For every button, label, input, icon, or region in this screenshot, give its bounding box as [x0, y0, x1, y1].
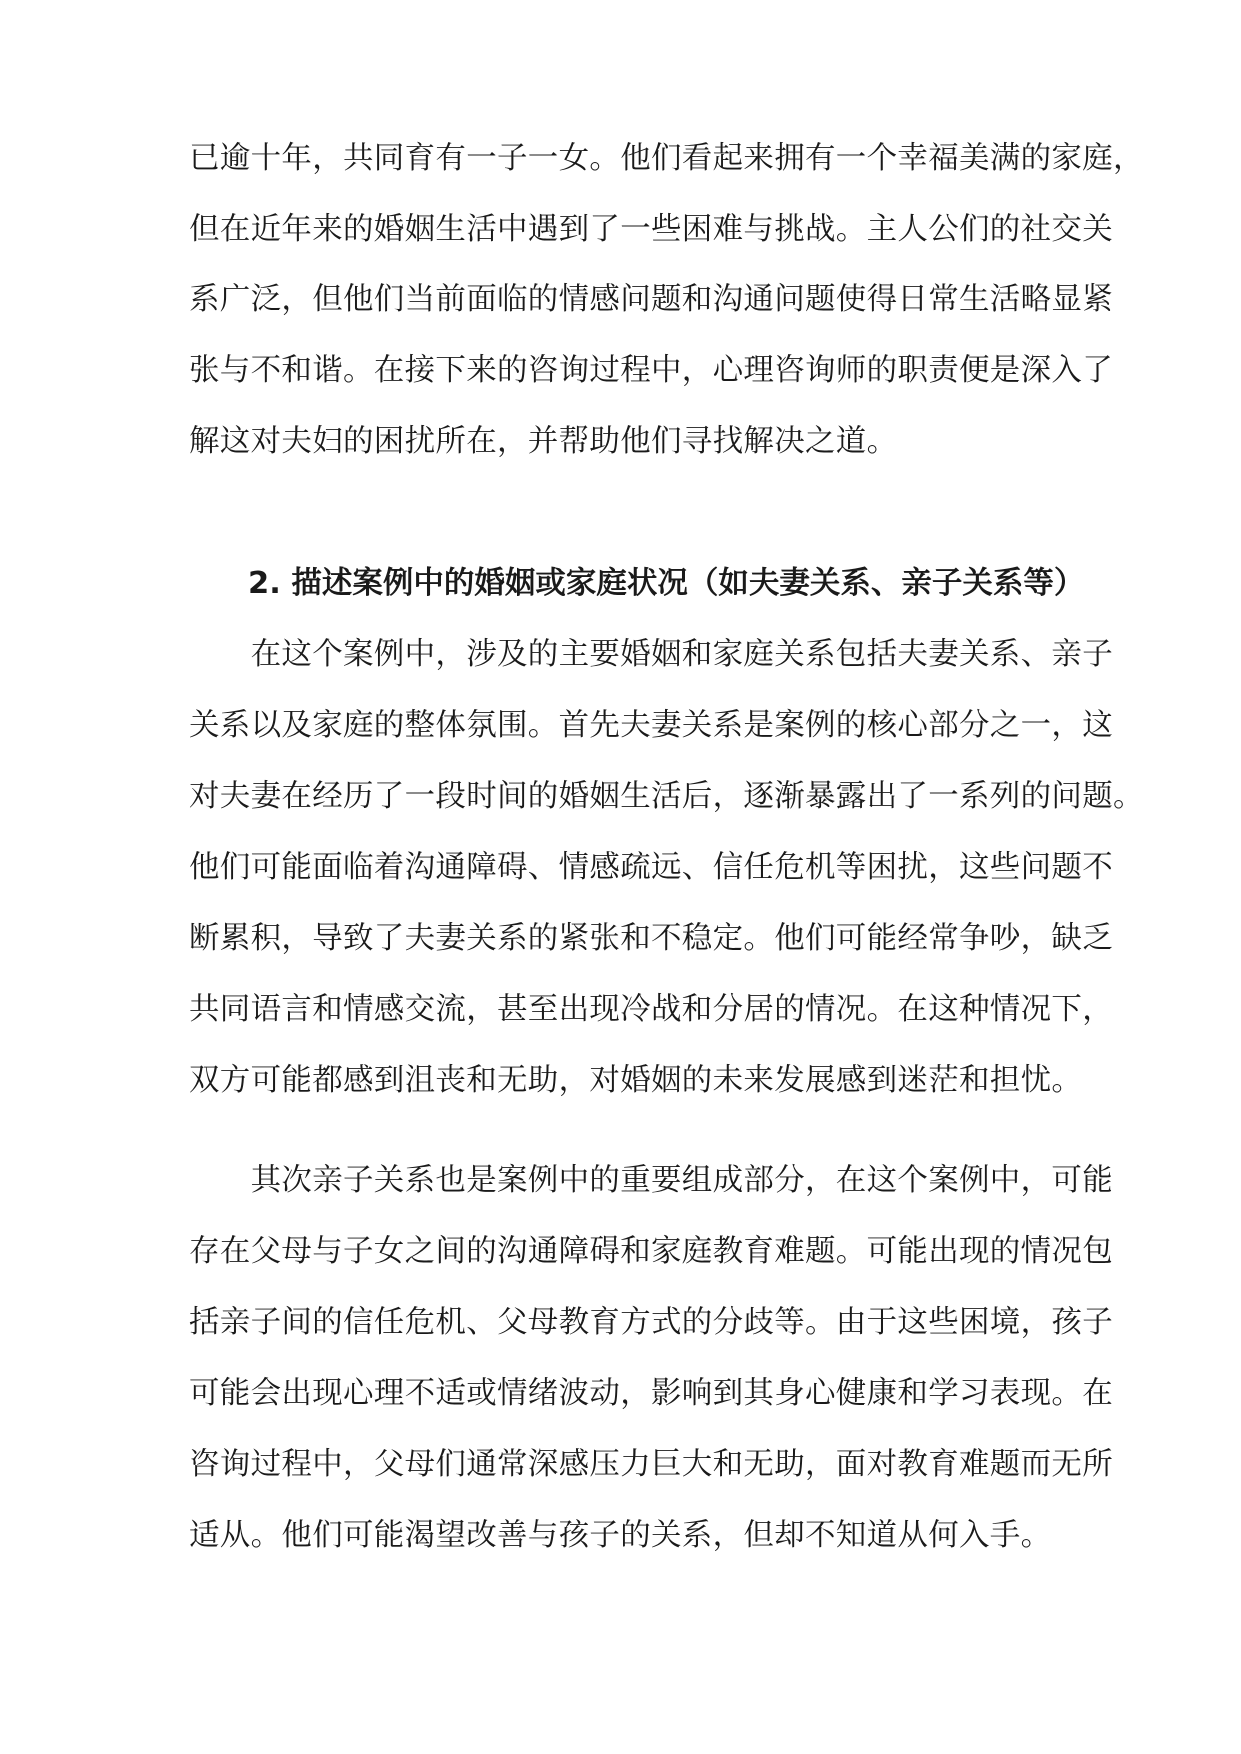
paragraph-1-line-1: 已逾十年，共同育有一子一女。他们看起来拥有一个幸福美满的家庭，	[189, 141, 1144, 176]
paragraph-2-line-7: 双方可能都感到沮丧和无助，对婚姻的未来发展感到迷茫和担忧。	[189, 1063, 1083, 1098]
paragraph-2-line-1: 在这个案例中，涉及的主要婚姻和家庭关系包括夫妻关系、亲子	[189, 637, 1113, 672]
paragraph-1-line-5: 解这对夫妇的困扰所在，并帮助他们寻找解决之道。	[189, 424, 898, 459]
paragraph-2-line-3: 对夫妻在经历了一段时间的婚姻生活后，逐渐暴露出了一系列的问题。	[189, 779, 1144, 814]
paragraph-1-line-4: 张与不和谐。在接下来的咨询过程中，心理咨询师的职责便是深入了	[189, 353, 1113, 388]
section-heading: 2. 描述案例中的婚姻或家庭状况（如夫妻关系、亲子关系等）	[248, 566, 1085, 601]
paragraph-3-line-2: 存在父母与子女之间的沟通障碍和家庭教育难题。可能出现的情况包	[189, 1234, 1113, 1269]
paragraph-3-line-6: 适从。他们可能渴望改善与孩子的关系，但却不知道从何入手。	[189, 1518, 1052, 1553]
paragraph-1-line-2: 但在近年来的婚姻生活中遇到了一些困难与挑战。主人公们的社交关	[189, 212, 1113, 247]
paragraph-2-line-2: 关系以及家庭的整体氛围。首先夫妻关系是案例的核心部分之一，这	[189, 708, 1113, 743]
paragraph-2-line-5: 断累积，导致了夫妻关系的紧张和不稳定。他们可能经常争吵，缺乏	[189, 921, 1113, 956]
paragraph-3-line-4: 可能会出现心理不适或情绪波动，影响到其身心健康和学习表现。在	[189, 1376, 1113, 1411]
paragraph-2-line-4: 他们可能面临着沟通障碍、情感疏远、信任危机等困扰，这些问题不	[189, 850, 1113, 885]
paragraph-3-line-3: 括亲子间的信任危机、父母教育方式的分歧等。由于这些困境，孩子	[189, 1305, 1113, 1340]
paragraph-3-line-1: 其次亲子关系也是案例中的重要组成部分，在这个案例中，可能	[189, 1163, 1113, 1198]
paragraph-2-line-6: 共同语言和情感交流，甚至出现冷战和分居的情况。在这种情况下，	[189, 992, 1113, 1027]
paragraph-1-line-3: 系广泛，但他们当前面临的情感问题和沟通问题使得日常生活略显紧	[189, 282, 1113, 317]
paragraph-3-line-5: 咨询过程中，父母们通常深感压力巨大和无助，面对教育难题而无所	[189, 1447, 1113, 1482]
